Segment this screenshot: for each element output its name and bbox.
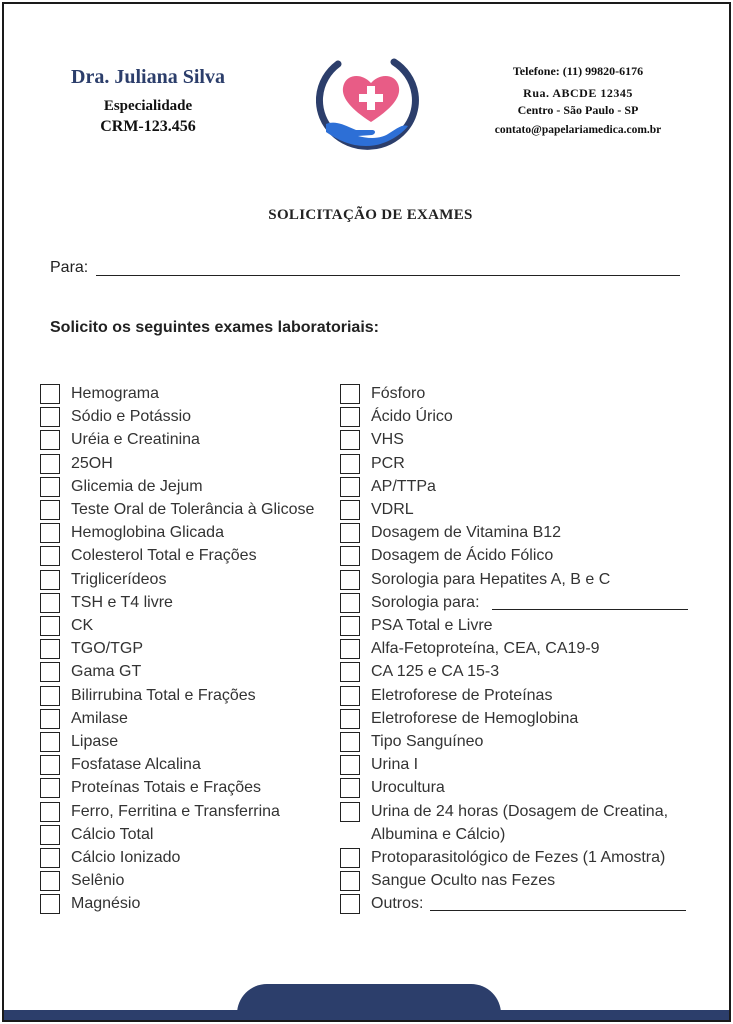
exam-checkbox[interactable] xyxy=(40,686,60,706)
exam-label: Eletroforese de Hemoglobina xyxy=(371,709,579,727)
exam-item xyxy=(40,384,340,406)
exam-label: Urina de 24 horas (Dosagem de Creatina, xyxy=(371,802,669,820)
exam-checkbox[interactable] xyxy=(340,732,360,752)
exam-label: Triglicerídeos xyxy=(71,570,167,588)
exam-item xyxy=(40,546,340,568)
exam-checkbox[interactable] xyxy=(340,454,360,474)
exam-label: PSA Total e Livre xyxy=(371,617,493,634)
exam-item xyxy=(40,802,340,824)
exam-item xyxy=(340,546,690,568)
exam-label: VHS xyxy=(371,431,404,449)
exam-checkbox[interactable] xyxy=(340,616,360,636)
exam-checkbox[interactable] xyxy=(340,593,360,613)
exam-checkbox[interactable] xyxy=(340,686,360,706)
exam-label: Fósforo xyxy=(371,385,426,402)
exam-label: Dosagem de Ácido Fólico xyxy=(371,547,554,565)
exam-item xyxy=(340,454,690,476)
exam-checkbox[interactable] xyxy=(40,732,60,752)
exam-item xyxy=(340,430,690,452)
exam-label: Hemoglobina Glicada xyxy=(71,524,224,542)
exam-item xyxy=(40,732,340,754)
exam-label: Teste Oral de Tolerância à Glicose xyxy=(71,501,315,518)
exam-checkbox[interactable] xyxy=(40,709,60,729)
exam-item xyxy=(340,732,690,754)
exam-label: Alfa-Fetoproteína, CEA, CA19-9 xyxy=(371,640,600,658)
exam-checkbox[interactable] xyxy=(40,384,60,404)
exam-item xyxy=(40,778,340,800)
exam-item xyxy=(340,871,690,893)
exam-label: 25OH xyxy=(71,454,113,472)
exam-label: Glicemia de Jejum xyxy=(71,477,203,495)
exam-label: Magnésio xyxy=(71,895,141,913)
exam-label: Hemograma xyxy=(71,385,160,402)
exam-item xyxy=(340,709,690,731)
exam-item xyxy=(340,755,690,777)
exam-label: Selênio xyxy=(71,872,125,890)
exam-item xyxy=(40,500,340,522)
contact-street: Rua. ABCDE 12345 xyxy=(523,86,633,100)
contact-phone: Telefone: (11) 99820-6176 xyxy=(512,64,644,78)
exam-item xyxy=(40,848,340,870)
recipient-row xyxy=(50,259,680,279)
recipient-label: Para: xyxy=(50,259,89,276)
exam-item xyxy=(340,848,690,870)
exam-label: Tipo Sanguíneo xyxy=(371,733,484,750)
exam-item xyxy=(340,894,690,916)
exam-checkbox[interactable] xyxy=(340,570,360,590)
exam-label: Cálcio Total xyxy=(71,825,154,843)
exam-checkbox[interactable] xyxy=(40,755,60,775)
exam-label: Ácido Úrico xyxy=(371,408,453,426)
exam-checkbox[interactable] xyxy=(340,662,360,682)
exam-label: Eletroforese de Proteínas xyxy=(371,686,553,704)
doctor-name: Dra. Juliana Silva xyxy=(71,66,225,88)
exam-checkbox[interactable] xyxy=(40,616,60,636)
exam-item xyxy=(40,709,340,731)
exam-checkbox[interactable] xyxy=(40,848,60,868)
exam-label: Amilase xyxy=(71,709,128,727)
exam-checkbox[interactable] xyxy=(40,430,60,450)
write-in-field[interactable] xyxy=(430,910,686,911)
exam-item xyxy=(40,477,340,499)
exam-label: Dosagem de Vitamina B12 xyxy=(371,524,562,542)
exam-item xyxy=(40,593,340,615)
write-in-field[interactable] xyxy=(492,609,688,610)
exam-item xyxy=(40,894,340,916)
exam-item xyxy=(340,616,690,638)
exam-checkbox[interactable] xyxy=(40,639,60,659)
exam-item xyxy=(40,639,340,661)
exam-checkbox[interactable] xyxy=(340,500,360,520)
exam-label: TSH e T4 livre xyxy=(71,593,173,611)
contact-email: contato@papelariamedica.com.br xyxy=(494,124,662,136)
exam-checkbox[interactable] xyxy=(340,871,360,891)
exam-label: Ferro, Ferritina e Transferrina xyxy=(71,802,280,820)
exam-checkbox[interactable] xyxy=(340,755,360,775)
recipient-field[interactable] xyxy=(96,275,680,276)
exam-item xyxy=(40,570,340,592)
exam-item xyxy=(340,570,690,592)
exam-checkbox[interactable] xyxy=(340,709,360,729)
exam-label: Protoparasitológico de Fezes (1 Amostra) xyxy=(371,849,666,866)
exam-checkbox[interactable] xyxy=(340,639,360,659)
exam-label: Outros: xyxy=(371,895,424,913)
exam-checkbox[interactable] xyxy=(340,384,360,404)
exam-item xyxy=(40,825,340,847)
exam-item xyxy=(340,500,690,522)
exam-checkbox[interactable] xyxy=(340,407,360,427)
exam-item xyxy=(40,871,340,893)
contact-district: Centro - São Paulo - SP xyxy=(517,103,639,117)
exam-label: AP/TTPa xyxy=(371,477,436,495)
doctor-specialty: Especialidade xyxy=(103,98,193,114)
exam-label: Sangue Oculto nas Fezes xyxy=(371,872,556,890)
exam-label: Fosfatase Alcalina xyxy=(71,756,201,774)
exam-checkbox[interactable] xyxy=(40,523,60,543)
exam-label: Bilirrubina Total e Frações xyxy=(71,686,256,704)
exam-item xyxy=(40,430,340,452)
exam-item xyxy=(340,593,690,615)
exam-item xyxy=(40,407,340,429)
exam-checkbox[interactable] xyxy=(40,593,60,613)
exam-checkbox[interactable] xyxy=(340,848,360,868)
exam-checkbox[interactable] xyxy=(40,802,60,822)
exam-checkbox[interactable] xyxy=(340,477,360,497)
exam-checkbox[interactable] xyxy=(340,430,360,450)
exam-checkbox[interactable] xyxy=(40,662,60,682)
exam-checkbox[interactable] xyxy=(40,894,60,914)
exam-label: Sorologia para: xyxy=(371,593,480,611)
exam-checkbox[interactable] xyxy=(340,894,360,914)
exam-item xyxy=(340,825,690,847)
exam-checkbox[interactable] xyxy=(40,871,60,891)
exam-label: Gama GT xyxy=(71,663,142,681)
exam-item xyxy=(40,662,340,684)
exam-item xyxy=(40,686,340,708)
exam-label: Cálcio Ionizado xyxy=(71,849,181,866)
exam-label: Urina I xyxy=(371,756,419,774)
exam-item xyxy=(340,639,690,661)
exam-checkbox[interactable] xyxy=(340,546,360,566)
exam-label: Sódio e Potássio xyxy=(71,408,192,426)
exam-checkbox[interactable] xyxy=(40,477,60,497)
exam-checkbox[interactable] xyxy=(40,778,60,798)
exam-label: Colesterol Total e Frações xyxy=(71,547,257,565)
form-title: SOLICITAÇÃO DE EXAMES xyxy=(268,207,473,223)
prescription-sheet xyxy=(2,2,731,1022)
exam-checkbox[interactable] xyxy=(340,778,360,798)
exam-label: Albumina e Cálcio) xyxy=(371,825,506,843)
exam-checkbox[interactable] xyxy=(40,407,60,427)
exam-label: CK xyxy=(71,617,94,634)
exam-item xyxy=(40,454,340,476)
exam-label: Sorologia para Hepatites A, B e C xyxy=(371,570,611,588)
exam-label: PCR xyxy=(371,454,405,472)
heart-hand-cross-icon xyxy=(316,54,426,154)
exam-item xyxy=(340,477,690,499)
intro-text: Solicito os seguintes exames laboratoriais: xyxy=(50,319,379,336)
exam-label: Proteínas Totais e Frações xyxy=(71,779,262,797)
doctor-crm: CRM-123.456 xyxy=(100,118,196,135)
exam-label: TGO/TGP xyxy=(71,640,143,658)
exam-item xyxy=(340,384,690,406)
exam-label: VDRL xyxy=(371,501,414,518)
exam-checkbox[interactable] xyxy=(40,500,60,520)
exam-item xyxy=(340,778,690,800)
exam-item xyxy=(340,523,690,545)
exam-item xyxy=(40,755,340,777)
exam-label: Lipase xyxy=(71,733,119,750)
exam-item xyxy=(40,616,340,638)
footer-tab xyxy=(237,984,501,1020)
exam-checkbox[interactable] xyxy=(40,825,60,845)
exam-item xyxy=(40,523,340,545)
exam-checkbox[interactable] xyxy=(40,454,60,474)
exam-checkbox[interactable] xyxy=(40,546,60,566)
exam-item xyxy=(340,686,690,708)
exam-checkbox[interactable] xyxy=(40,570,60,590)
exam-label: CA 125 e CA 15-3 xyxy=(371,663,500,681)
exam-checkbox[interactable] xyxy=(340,802,360,822)
exam-item xyxy=(340,407,690,429)
exam-label: Urocultura xyxy=(371,779,445,797)
exam-item xyxy=(340,662,690,684)
exam-label: Uréia e Creatinina xyxy=(71,431,200,449)
exam-item xyxy=(340,802,690,824)
exam-checkbox[interactable] xyxy=(340,523,360,543)
